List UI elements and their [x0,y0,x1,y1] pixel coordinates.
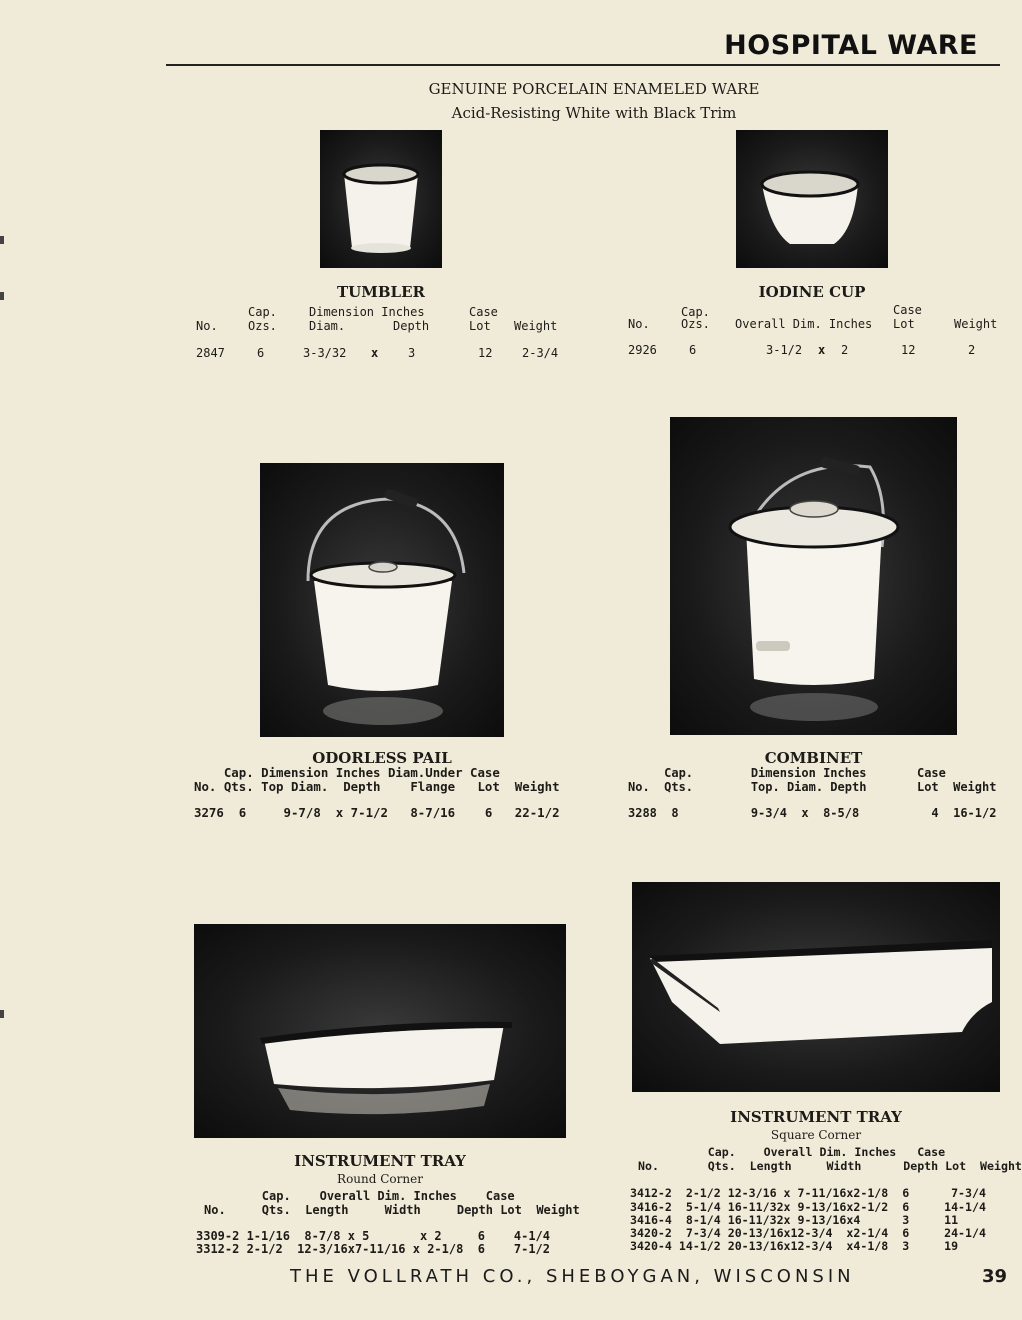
company-footer: THE VOLLRATH CO., SHEBOYGAN, WISCONSIN [290,1266,855,1287]
iodine-cup-title: IODINE CUP [758,283,866,301]
tumbler-col-weight: Weight [514,319,558,333]
iodine-col-case: Case [893,303,922,317]
tray-square-subtitle: Square Corner [770,1128,862,1142]
iodine-col-cap: Cap. [681,305,710,319]
page-number: 39 [982,1266,1008,1287]
combinet-header-1: Cap. Dimension Inches Case [628,766,946,780]
odorless-pail-header-2: No. Qts. Top Diam. Depth Flange Lot Weight [194,779,560,794]
catalog-subtitle: GENUINE PORCELAIN ENAMELED WARE [428,80,760,98]
odorless-pail-row: 3276 6 9-7/8 x 7-1/2 8-7/16 6 22-1/2 [194,805,560,820]
tumbler-photo [320,130,442,268]
tray-square-row-4: 3420-2 7-3/4 20-13/16x12-3/4 x2-1/4 6 24-1/4 [630,1226,986,1240]
tray-square-row-5: 3420-4 14-1/2 20-13/16x12-3/4 x4-1/8 3 19 [630,1239,959,1253]
header-rule [166,64,1000,66]
tumbler-cap: 6 [257,346,265,360]
tray-round-subtitle: Round Corner [337,1172,423,1186]
iodine-weight: 2 [968,343,976,357]
tray-square-row-2: 3416-2 5-1/4 16-11/32x 9-13/16x2-1/2 6 14-1/4 [630,1200,986,1214]
combinet-photo [670,417,957,735]
section-title: HOSPITAL WARE [724,30,978,61]
tray-round-title: INSTRUMENT TRAY [294,1152,466,1170]
iodine-no: 2926 [628,343,657,357]
iodine-cap: 6 [689,343,697,357]
tumbler-case: 12 [478,346,493,360]
iodine-col-no: No. [628,317,650,331]
tumbler-col-cap: Cap. [248,305,277,319]
iodine-col-ozs: Ozs. [681,317,710,331]
binding-mark [0,292,4,300]
tray-square-title: INSTRUMENT TRAY [730,1108,902,1126]
combinet-row: 3288 8 9-3/4 x 8-5/8 4 16-1/2 [628,806,997,820]
iodine-case: 12 [901,343,916,357]
instrument-tray-square-photo [632,882,1000,1092]
binding-mark [0,1010,4,1018]
tray-round-header-2: No. Qts. Length Width Depth Lot Weight [204,1203,580,1217]
tumbler-diam: 3-3/32 [303,346,347,360]
tumbler-col-case: Case [469,305,498,319]
iodine-depth: 2 [841,343,849,357]
iodine-dim: 3-1/2 [766,343,803,357]
odorless-pail-photo [260,463,504,737]
tumbler-x: x [371,346,379,360]
tray-square-row-1: 3412-2 2-1/2 12-3/16 x 7-11/16x2-1/8 6 7-3/4 [630,1186,986,1200]
tray-square-row-3: 3416-4 8-1/4 16-11/32x 9-13/16x4 3 11 [630,1213,959,1227]
tray-square-header-2: No. Qts. Length Width Depth Lot Weight [638,1159,1022,1173]
tumbler-col-dim: Dimension Inches [309,305,425,319]
odorless-pail-title: ODORLESS PAIL [312,749,452,767]
tumbler-weight: 2-3/4 [522,346,559,360]
iodine-col-weight: Weight [954,317,998,331]
tray-round-header-1: Cap. Overall Dim. Inches Case [204,1189,515,1203]
tray-round-row-1: 3309-2 1-1/16 8-7/8 x 5 x 2 6 4-1/4 [196,1229,551,1243]
tumbler-depth: 3 [408,346,416,360]
catalog-tagline: Acid-Resisting White with Black Trim [451,104,737,122]
iodine-cup-photo [736,130,888,268]
tumbler-col-depth: Depth [393,319,430,333]
tumbler-col-ozs: Ozs. [248,319,277,333]
iodine-col-dim: Overall Dim. Inches [735,317,873,331]
tumbler-title: TUMBLER [337,283,425,301]
tumbler-col-no: No. [196,319,218,333]
binding-mark [0,236,4,244]
tumbler-col-diam: Diam. [309,319,346,333]
iodine-x: x [818,343,826,357]
combinet-header-2: No. Qts. Top. Diam. Depth Lot Weight [628,780,997,794]
tumbler-col-lot: Lot [469,319,491,333]
tray-round-row-2: 3312-2 2-1/2 12-3/16x7-11/16 x 2-1/8 6 7-1/2 [196,1242,551,1256]
iodine-col-lot: Lot [893,317,915,331]
tray-square-header-1: Cap. Overall Dim. Inches Case [638,1145,946,1159]
combinet-title: COMBINET [764,749,863,767]
tumbler-no: 2847 [196,346,225,360]
instrument-tray-round-photo [194,924,566,1138]
odorless-pail-header-1: Cap. Dimension Inches Diam.Under Case [194,765,500,780]
